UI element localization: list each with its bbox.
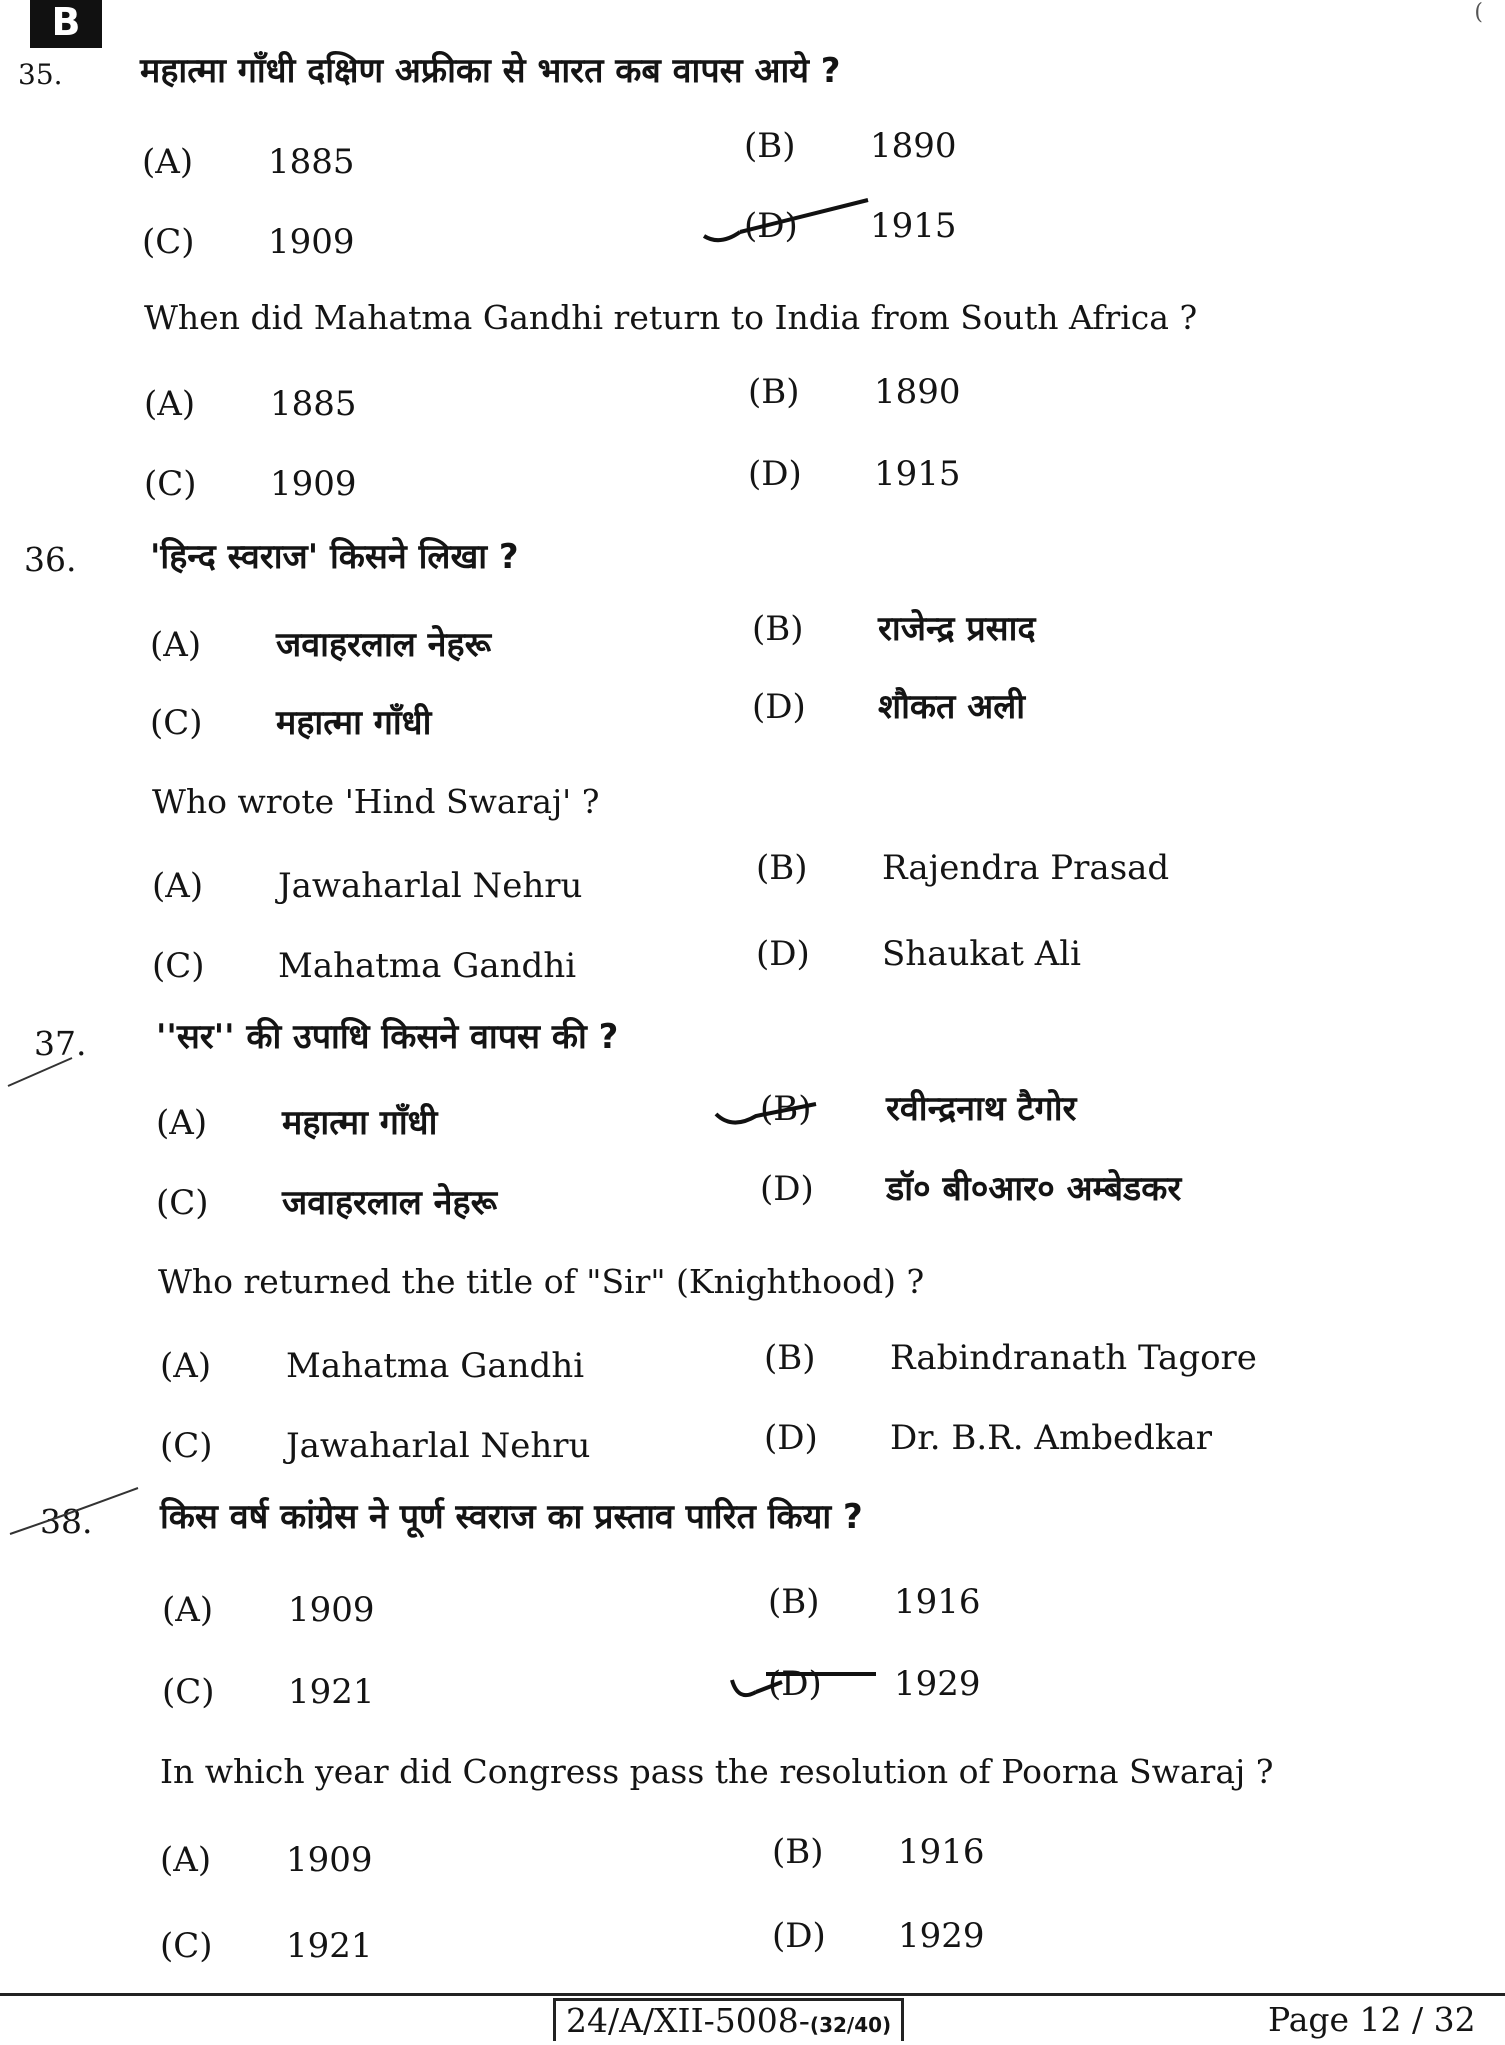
- question-37-english-text: Who returned the title of "Sir" (Knighthood) ?: [158, 1262, 925, 1301]
- q35-hi-option-c: (C) 1909: [142, 222, 355, 262]
- question-36-hindi-text: 'हिन्द स्वराज' किसने लिखा ?: [150, 537, 519, 577]
- q38-hi-option-d: (D) 1929: [768, 1664, 981, 1704]
- q38-hi-option-c: (C) 1921: [162, 1672, 375, 1712]
- q38-en-option-d: (D) 1929: [772, 1916, 985, 1956]
- question-35-number: 35.: [18, 58, 63, 91]
- q36-hi-option-d: (D) शौकत अली: [752, 687, 1026, 727]
- q37-hi-option-d: (D) डॉ० बी०आर० अम्बेडकर: [760, 1169, 1182, 1209]
- question-37-hindi-text: ''सर'' की उपाधि किसने वापस की ?: [156, 1017, 619, 1057]
- q35-en-option-a: (A) 1885: [144, 384, 357, 424]
- q37-hi-option-c: (C) जवाहरलाल नेहरू: [156, 1183, 497, 1223]
- q35-en-option-c: (C) 1909: [144, 464, 357, 504]
- q37-en-option-c: (C) Jawaharlal Nehru: [160, 1426, 591, 1466]
- q35-hi-option-d: (D) 1915: [744, 206, 957, 246]
- q36-en-option-a: (A) Jawaharlal Nehru: [152, 866, 583, 906]
- page-number: Page 12 / 32: [1268, 2000, 1476, 2039]
- q37-en-option-a: (A) Mahatma Gandhi: [160, 1346, 585, 1386]
- q37-en-option-b: (B) Rabindranath Tagore: [764, 1338, 1257, 1378]
- margin-pen-stroke: [6, 1050, 76, 1090]
- answer-tick-mark: [712, 1090, 822, 1140]
- q36-hi-option-b: (B) राजेन्द्र प्रसाद: [752, 609, 1036, 649]
- q35-en-option-d: (D) 1915: [748, 454, 961, 494]
- question-38-hindi-text: किस वर्ष कांग्रेस ने पूर्ण स्वराज का प्रस्ताव पारित किया ?: [160, 1497, 863, 1537]
- q38-hi-option-a: (A) 1909: [162, 1590, 375, 1630]
- answer-tick-mark: [700, 196, 870, 256]
- top-edge-mark: (: [1474, 0, 1483, 25]
- q37-hi-option-a: (A) महात्मा गाँधी: [156, 1103, 438, 1143]
- q37-en-option-d: (D) Dr. B.R. Ambedkar: [764, 1418, 1212, 1458]
- q38-en-option-b: (B) 1916: [772, 1832, 985, 1872]
- question-36-english-text: Who wrote 'Hind Swaraj' ?: [152, 782, 600, 821]
- q35-hi-option-b: (B) 1890: [744, 126, 957, 166]
- q35-en-option-b: (B) 1890: [748, 372, 961, 412]
- question-35-english-text: When did Mahatma Gandhi return to India from South Africa ?: [144, 298, 1198, 337]
- q36-en-option-b: (B) Rajendra Prasad: [756, 848, 1170, 888]
- q38-en-option-a: (A) 1909: [160, 1840, 373, 1880]
- q37-hi-option-b: (B) रवीन्द्रनाथ टैगोर: [760, 1089, 1077, 1129]
- question-38-number: 38.: [40, 1502, 93, 1541]
- footer-rule: [0, 1993, 1505, 1996]
- answer-tick-mark: [726, 1662, 886, 1718]
- q36-en-option-c: (C) Mahatma Gandhi: [152, 946, 577, 986]
- paper-code: 24/A/XII-5008-(32/40): [553, 1998, 904, 2041]
- margin-pen-stroke: [4, 1484, 144, 1540]
- q35-hi-option-a: (A) 1885: [142, 142, 355, 182]
- question-38-english-text: In which year did Congress pass the resolution of Poorna Swaraj ?: [160, 1752, 1274, 1791]
- q36-hi-option-c: (C) महात्मा गाँधी: [150, 703, 432, 743]
- question-35-hindi-text: महात्मा गाँधी दक्षिण अफ्रीका से भारत कब वापस आये ?: [140, 51, 841, 91]
- q38-hi-option-b: (B) 1916: [768, 1582, 981, 1622]
- question-37-number: 37.: [34, 1024, 87, 1063]
- q36-hi-option-a: (A) जवाहरलाल नेहरू: [150, 625, 491, 665]
- set-badge: B: [30, 0, 102, 48]
- q36-en-option-d: (D) Shaukat Ali: [756, 934, 1082, 974]
- question-36-number: 36.: [24, 540, 77, 579]
- q38-en-option-c: (C) 1921: [160, 1926, 373, 1966]
